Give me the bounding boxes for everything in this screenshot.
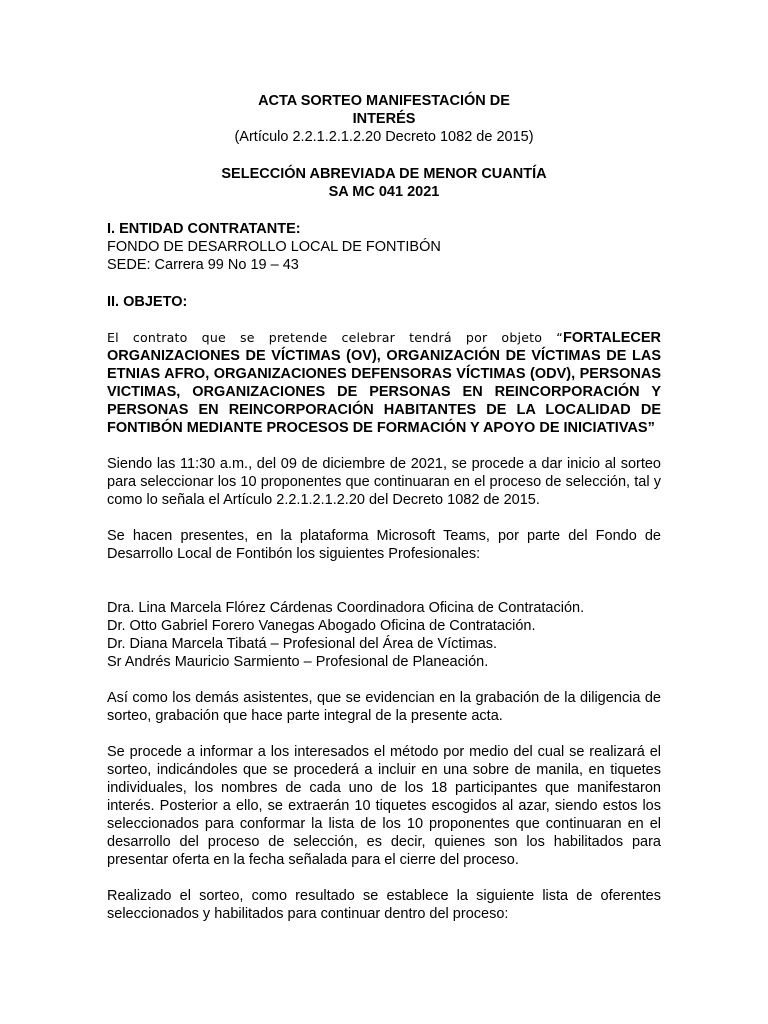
professional-item: Dra. Lina Marcela Flórez Cárdenas Coordinadora Oficina de Contratación. [107,600,585,616]
process-type: SELECCIÓN ABREVIADA DE MENOR CUANTÍA [221,166,547,182]
objeto-paragraph [107,329,661,437]
entity-name: FONDO DE DESARROLLO LOCAL DE FONTIBÓN [107,239,441,255]
start-paragraph: Siendo las 11:30 a.m., del 09 de diciembre de 2021, se procede a dar inicio al sorteo para seleccionar los 10 proponentes que continuaran en el proceso de selección, tal y como lo señala el Artículo 2.2.1.2.1.2.20 del Decreto 1082 de 2015. [107,456,661,508]
professional-item: Sr Andrés Mauricio Sarmiento – Profesional de Planeación. [107,654,489,670]
professional-item: Dr. Diana Marcela Tibatá – Profesional del Área de Víctimas. [107,636,498,652]
objeto-text: FORTALECER ORGANIZACIONES DE VÍCTIMAS (OV), ORGANIZACIÓN DE VÍCTIMAS DE LAS ETNIAS AFRO, ORGANIZACIONES DEFENSORAS VÍCTIMAS (ODV), PERSONAS VICTIMAS, ORGANIZACIONES DE PERSONAS EN REINCORPORACIÓN Y PERSONAS EN REINCORPORACIÓN HABITANTES DE LA LOCALIDAD DE FONTIBÓN MEDIANTE PROCESOS DE FORMACIÓN Y APOYO DE INICIATIVAS” [107,330,661,436]
result-paragraph: Realizado el sorteo, como resultado se establece la siguiente lista de oferentes seleccionados y habilitados para continuar dentro del proceso: [107,888,661,922]
professionals-list [107,599,661,671]
entity-heading: I. ENTIDAD CONTRATANTE: [107,221,301,237]
document-body [107,92,661,923]
method-paragraph: Se procede a informar a los interesados el método por medio del cual se realizará el sorteo, indicándoles que se procederá a incluir en una sobre de manila, en tiquetes individuales, los nombres de cada uno de los 18 participantes que manifestaron interés. Posterior a ello, se extraerán 10 tiquetes escogidos al azar, siendo estos los seleccionados para conformar la lista de los 10 proponentes que continuaran en el desarrollo del proceso de selección, es decir, quienes son los habilitados para presentar oferta en la fecha señalada para el cierre del proceso. [107,744,661,868]
process-code: SA MC 041 2021 [328,184,440,200]
title-line-2: INTERÉS [352,111,416,127]
presence-paragraph: Se hacen presentes, en la plataforma Microsoft Teams, por parte del Fondo de Desarrollo Local de Fontibón los siguientes Profesionales: [107,528,661,562]
title-line-1: ACTA SORTEO MANIFESTACIÓN DE [258,93,510,109]
professional-item: Dr. Otto Gabriel Forero Vanegas Abogado Oficina de Contratación. [107,618,536,634]
attendees-paragraph: Así como los demás asistentes, que se evidencian en la grabación de la diligencia de sorteo, grabación que hace parte integral de la presente acta. [107,690,661,724]
article-reference: (Artículo 2.2.1.2.1.2.20 Decreto 1082 de 2015) [234,129,534,145]
document-title [107,92,661,128]
objeto-heading: II. OBJETO: [107,294,188,310]
entity-address: SEDE: Carrera 99 No 19 – 43 [107,257,299,273]
objeto-lead: El contrato que se pretende celebrar tendrá por objeto “ [107,330,563,345]
